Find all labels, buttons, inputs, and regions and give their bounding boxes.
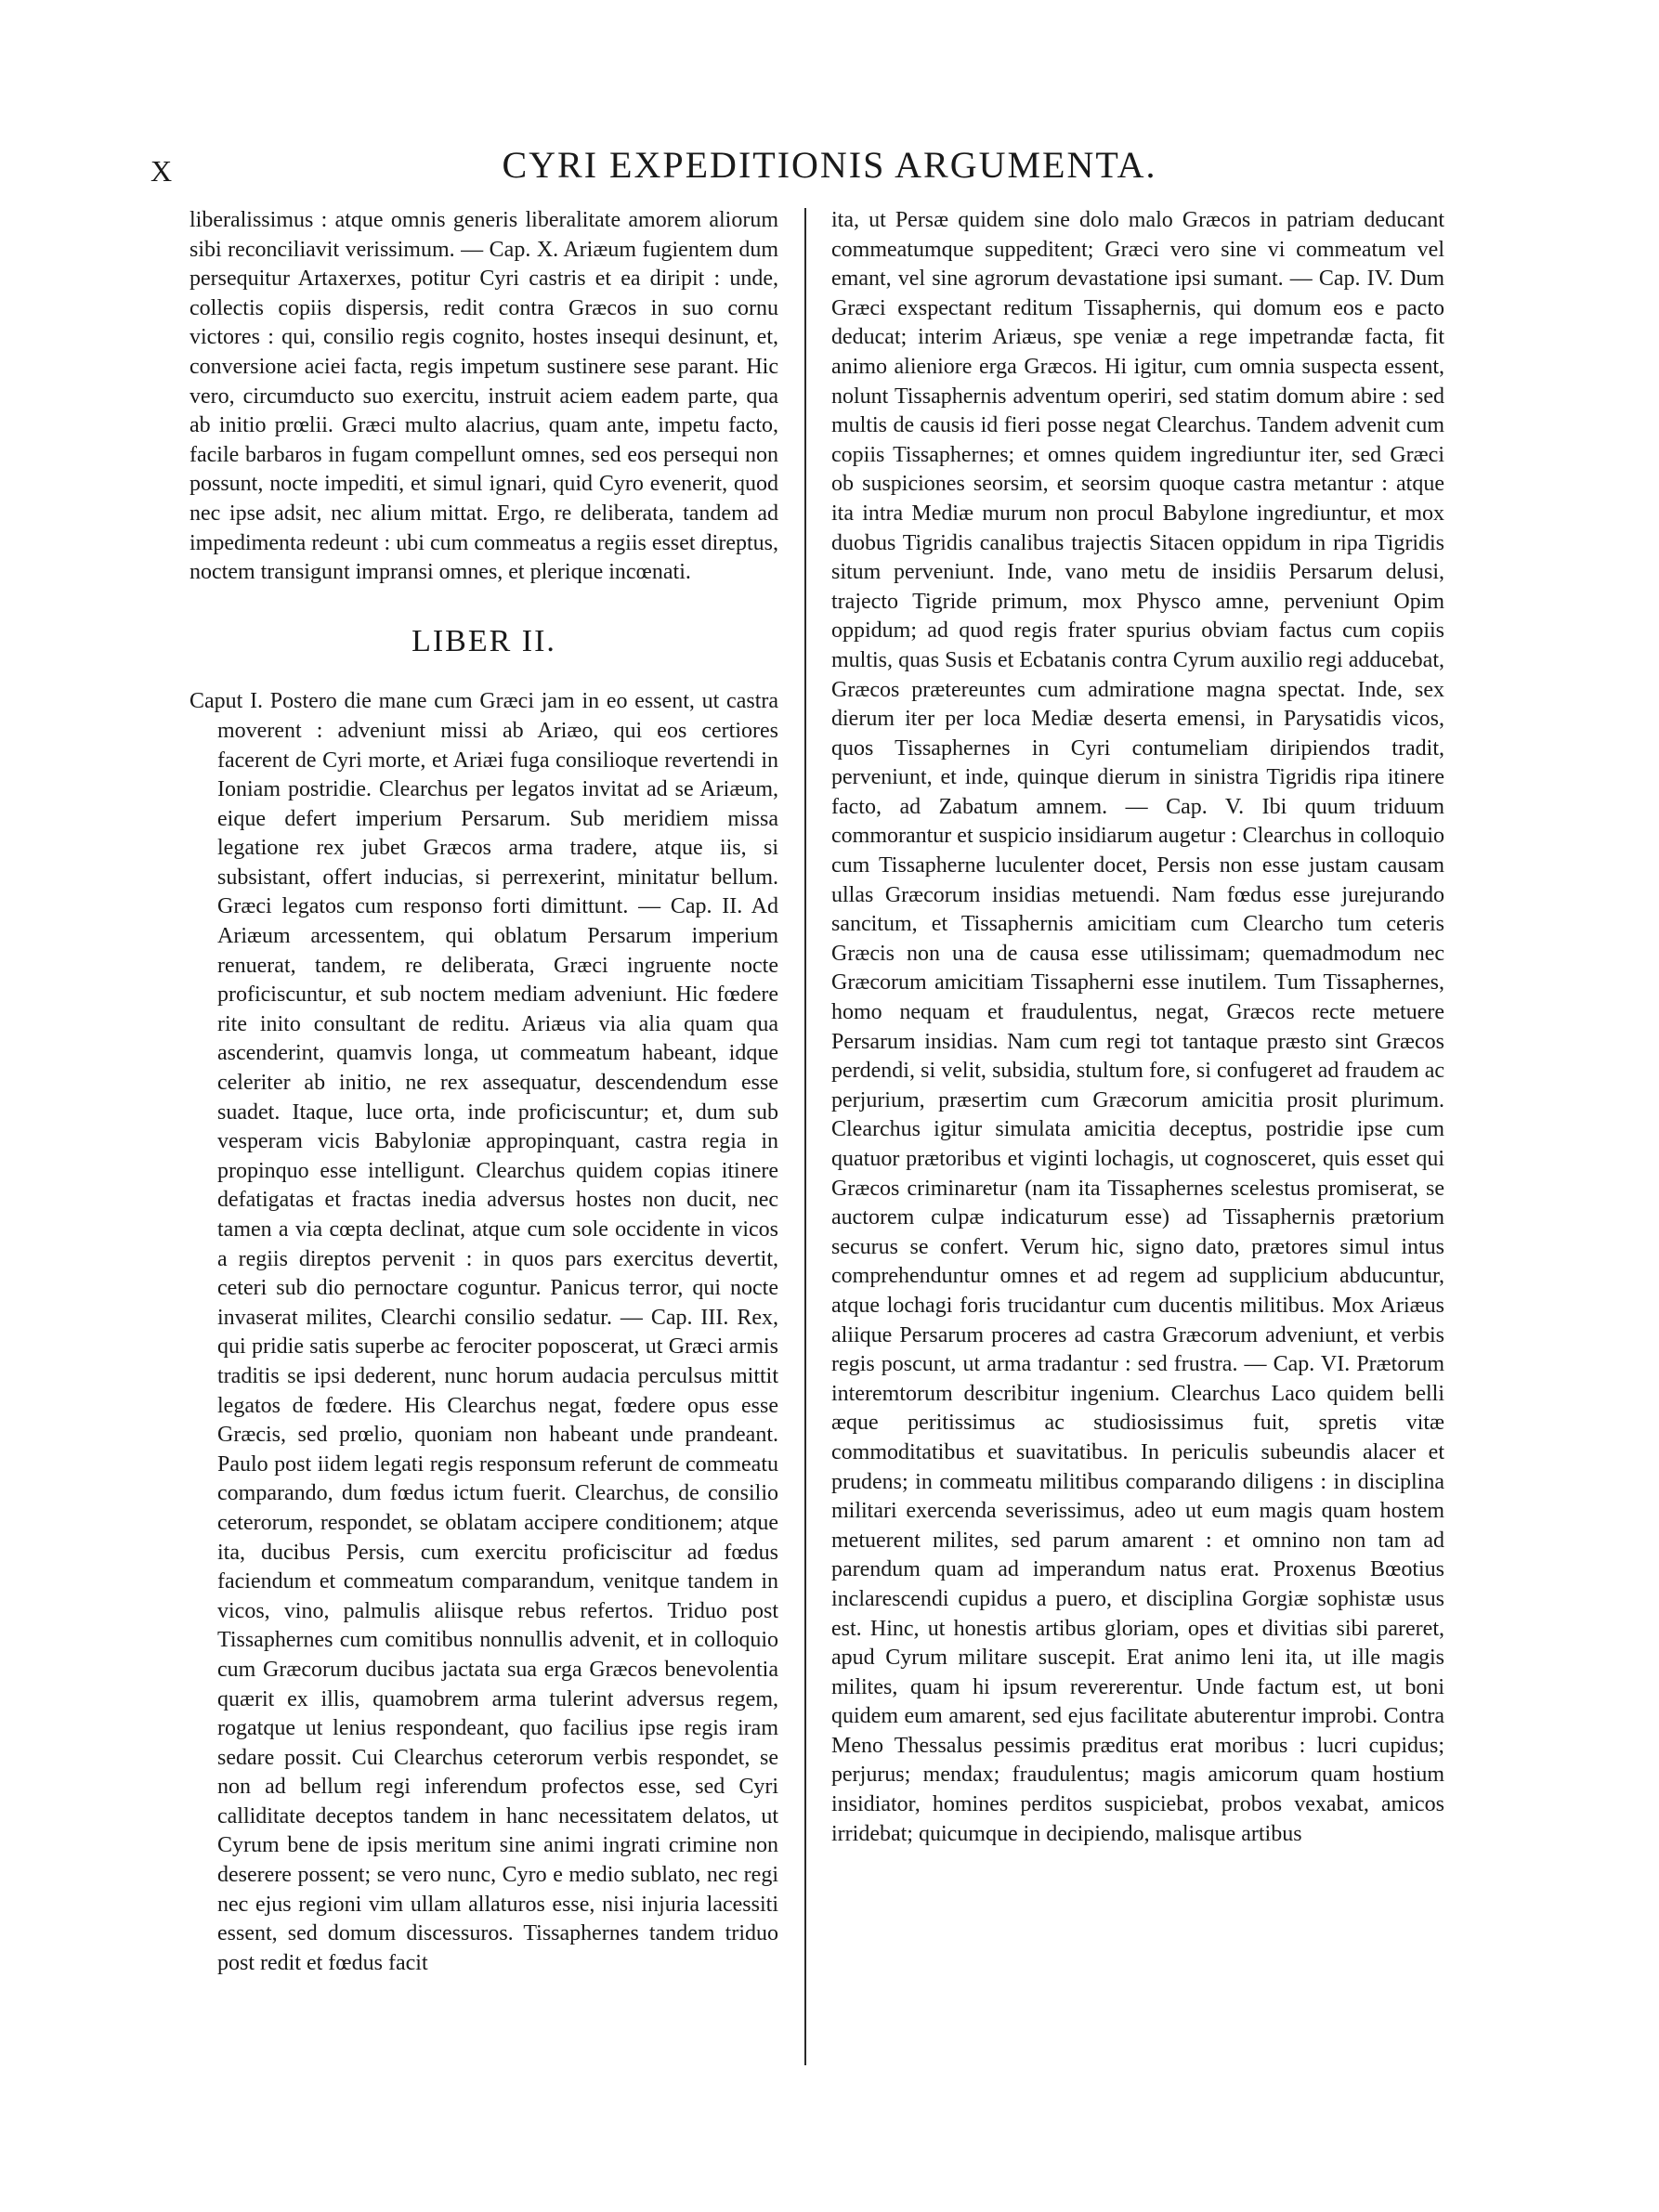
running-head: CYRI EXPEDITIONIS ARGUMENTA.: [502, 144, 1157, 186]
left-column: [189, 206, 778, 2091]
book-heading: LIBER II.: [411, 623, 556, 658]
column-divider: [804, 208, 806, 2065]
page-number: X: [150, 154, 173, 188]
right-column: [831, 206, 1444, 2091]
left-paragraph-caput-1: Caput I. Postero die mane cum Græci jam in eo essent, ut castra moverent : adveniunt missi ab Ariæo, qui eos certiores facerent de Cyri morte, et Ariæi fuga consilioque revertendi in Ioniam postridie. Clearchus per legatos invitat ad se Ariæum, eique defert imperium Persarum. Sub meridiem missa legatione rex jubet Græcos arma tradere, atque iis, si subsistant, offert inducias, si perrexerint, minitatur bellum. Græci legatos cum responso forti dimittunt. — Cap. II. Ad Ariæum arcessentem, qui oblatum Persarum imperium renuerat, tandem, re deliberata, Græci ingruente nocte proficiscuntur, et sub noctem mediam adveniunt. Hic fœdere rite inito consultant de reditu. Ariæus via alia quam qua ascenderint, quamvis longa, ut commeatum habeant, idque celeriter ab initio, ne rex assequatur, descendendum esse suadet. Itaque, luce orta, inde proficiscuntur; et, dum sub vesperam vicis Babyloniæ appropinquant, castra regia in propinquo esse intelligunt. Clearchus quidem copias itinere defatigatas et fractas inedia adversus hostes non ducit, nec tamen a via cœpta declinat, atque cum sole occidente in vicos a regiis direptos pervenit : in quos pars exercitus devertit, ceteri sub dio pernoctare coguntur. Panicus terror, qui nocte invaserat milites, Clearchi consilio sedatur. — Cap. III. Rex, qui pridie satis superbe ac ferociter poposcerat, ut Græci armis traditis se ipsi dederent, nunc horum audacia perculsus mittit legatos de fœdere. His Clearchus negat, fœdere opus esse Græcis, sed prœlio, quoniam non habeant unde prandeant. Paulo post iidem legati regis responsum referunt de commeatu comparando, dum fœdus ictum fuerit. Clearchus, de consilio ceterorum, respondet, se oblatam accipere conditionem; atque ita, ducibus Persis, cum exercitu proficiscitur ad fœdus faciendum et commeatum comparandum, venitque tandem in vicos, vino, palmulis aliisque rebus refertos. Triduo post Tissaphernes cum comitibus nonnullis advenit, et in colloquio cum Græcorum ducibus jactata sua erga Græcos benevolentia quærit ex illis, quamobrem arma tulerint adversus regem, rogatque ut lenius respondeant, quo facilius ipse regis iram sedare possit. Cui Clearchus ceterorum verbis respondet, se non ad bellum regi inferendum profectos esse, sed Cyri calliditate deceptos tandem in hanc necessitatem delatos, ut Cyrum bene de ipsis meritum sine animi ingrati crimine non deserere possent; se vero nunc, Cyro e medio sublato, nec regi nec ejus regioni vim ullam allaturos esse, nisi injuria lacessiti essent, sed domum discessuros. Tissaphernes tandem triduo post redit et fœdus facit: [189, 689, 778, 1975]
left-paragraph-continuation: liberalissimus : atque omnis generis liberalitate amorem aliorum sibi reconciliavit verissimum. — Cap. X. Ariæum fugientem dum persequitur Artaxerxes, potitur Cyri castris et ea diripit : unde, collectis copiis dispersis, redit contra Græcos in suo cornu victores : qui, consilio regis cognito, hostes insequi desinunt, et, conversione aciei facta, regis impetum sustinere sese parant. Hic vero, circumducto suo exercitu, instruit aciem eadem parte, qua ab initio prœlii. Græci multo alacrius, quam ante, impetu facto, facile barbaros in fugam compellunt omnes, sed eos persequi non possunt, nocte impediti, et simul ignari, quid Cyro evenerit, quod nec ipse adsit, nec alium mittat. Ergo, re deliberata, tandem ad impedimenta redeunt : ubi cum commeatus a regiis esset direptus, noctem transigunt impransi omnes, et plerique incœnati.: [189, 208, 778, 585]
right-paragraph: ita, ut Persæ quidem sine dolo malo Græcos in patriam deducant commeatumque suppeditent; Græci vero sine vi commeatum vel emant, vel sine agrorum devastatione ipsi sumant. — Cap. IV. Dum Græci exspectant reditum Tissaphernis, qui domum eos e pacto deducat; interim Ariæus, spe veniæ a rege impetrandæ facta, fit animo alieniore erga Græcos. Hi igitur, cum omnia suspecta essent, nolunt Tissaphernis adventum operiri, sed statim domum abire : sed multis de causis id fieri posse negat Clearchus. Tandem advenit cum copiis Tissaphernes; et omnes quidem ingrediuntur iter, sed Græci ob suspiciones seorsim, et seorsim quoque castra metantur : atque ita intra Mediæ murum non procul Babylone ingrediuntur, et mox duobus Tigridis canalibus trajectis Sitacen oppidum in ripa Tigridis situm perveniunt. Inde, vano metu de insidiis Persarum delusi, trajecto Tigride primum, mox Physco amne, perveniunt Opim oppidum; ad quod regis frater spurius obviam factus cum copiis multis, quas Susis et Ecbatanis contra Cyrum auxilio regi adducebat, Græcos prætereuntes cum admiratione magna spectat. Inde, sex dierum iter per loca Mediæ deserta emensi, in Parysatidis vicos, quos Tissaphernes in Cyri contumeliam diripiendos tradit, perveniunt, et inde, quinque dierum in sinistra Tigridis ripa itinere facto, ad Zabatum amnem. — Cap. V. Ibi quum triduum commorantur et suspicio insidiarum augetur : Clearchus in colloquio cum Tissapherne luculenter docet, Persis non esse justam causam ullas Græcorum insidias metuendi. Nam fœdus esse jurejurando sancitum, et Tissaphernis amicitiam cum Clearcho tum ceteris Græcis non una de causa esse utilissimam; quemadmodum nec Græcorum amicitiam Tissapherni esse inutilem. Tum Tissaphernes, homo nequam et fraudulentus, negat, Græcos recte metuere Persarum insidias. Nam cum regi tot tantaque præsto sint Græcos perdendi, si velit, subsidia, stultum fore, si confugeret ad fraudem ac perjurium, præsertim cum Græcorum amicitia prosit plurimum. Clearchus igitur simulata amicitia deceptus, postridie ipse cum quatuor prætoribus et viginti lochagis, ut cognosceret, quis esset qui Græcos criminaretur (nam ita Tissaphernes scelestus promiserat, se auctorem culpæ indicaturum esse) ad Tissaphernis prætorium securus se confert. Verum hic, signo dato, prætores simul intus comprehenduntur omnes et ad regem ad supplicium abducuntur, atque lochagi foris trucidantur cum ducentis militibus. Mox Ariæus aliique Persarum proceres ad castra Græcorum adveniunt, et verbis regis poscunt, ut arma tradantur : sed frustra. — Cap. VI. Prætorum interemtorum describitur ingenium. Clearchus Laco quidem belli æque peritissimus ac studiosissimus fuit, spretis vitæ commoditatibus et suavitatibus. In periculis subeundis alacer et prudens; in commeatu militibus comparando diligens : in disciplina militari exercenda severissimus, adeo ut eum magis quam hostem metuerent milites, sed parum amarent : et omnino non tam ad parendum quam ad imperandum natus erat. Proxenus Bœotius inclarescendi cupidus a puero, et disciplina Gorgiæ sophistæ usus est. Hinc, ut honestis artibus gloriam, opes et divitias sibi pareret, apud Cyrum militare suscepit. Erat animo leni ita, ut ille magis milites, quam hi ipsum revererentur. Unde factum est, ut boni quidem eum amarent, sed ejus facilitate abuterentur improbi. Contra Meno Thessalus pessimis præditus erat moribus : lucri cupidus; perjurus; mendax; fraudulentus; magis amicorum quam hostium insidiator, homines perditos suspiciebat, probos vexabat, amicos irridebat; quicumque in decipiendo, malisque artibus: [831, 208, 1444, 1846]
